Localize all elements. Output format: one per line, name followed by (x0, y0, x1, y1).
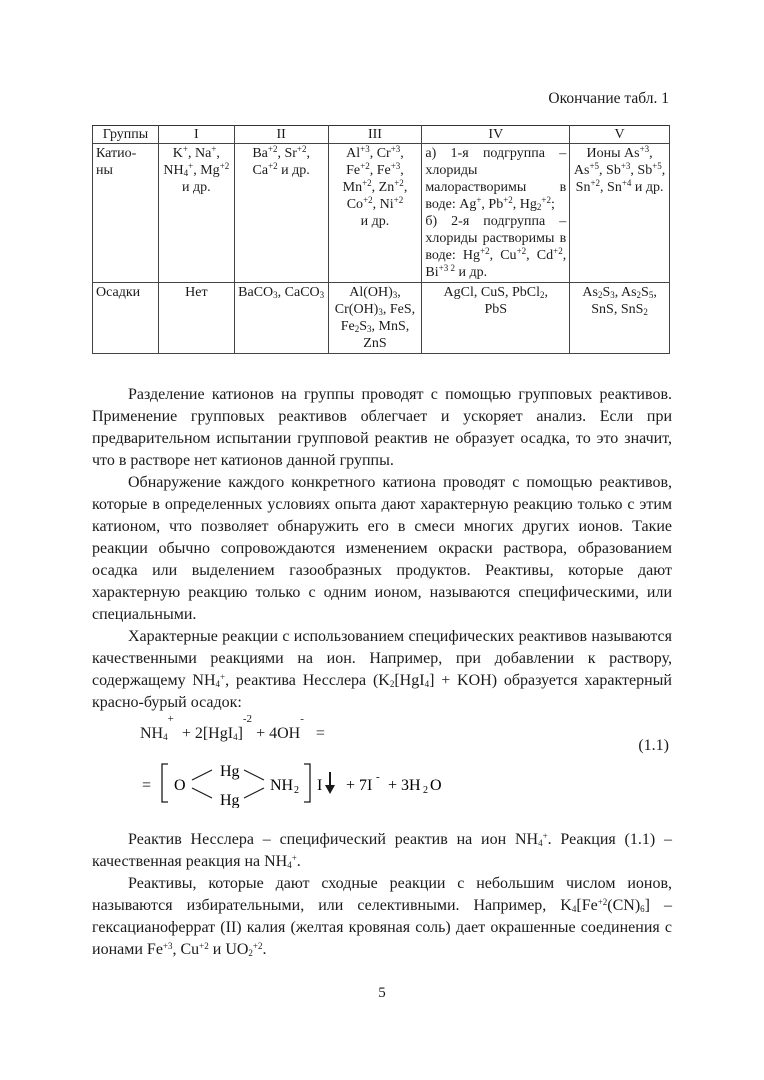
svg-text:+ 7I: + 7I (346, 777, 373, 794)
svg-text:=: = (142, 777, 152, 794)
table-header-row (93, 126, 670, 144)
sediments-group-4: AgCl, CuS, PbCl$_2$, PbS (422, 283, 570, 354)
svg-text:O: O (430, 777, 442, 794)
sediments-group-5: $As_2S_3$, $As_2S_5$, SnS, SnS$_2$ (570, 283, 670, 354)
body-text (92, 384, 672, 714)
header-groups: Группы (93, 126, 159, 144)
sediments-group-3: $Al(OH)_3$, $Cr(OH)_3$, FeS, $Fe_2S_3$, MnS, ZnS (328, 283, 422, 354)
table-row-sediments (93, 283, 670, 354)
paragraph: Реактив Несслера – специфический реактив на ион $NH_4^+$. Реакция (1.1) – качественная реакция на $NH_4^+$. (92, 831, 673, 870)
cations-group-3: $Al^{+3}$, $Cr^{+3}$, $Fe^{+2}$, $Fe^{+3}$, $Mn^{+2}$, $Zn^{+2}$, $Co^{+2}$, $Ni^{+2}$ и др. (328, 144, 422, 283)
paragraph: Разделение катионов на группы проводят с помощью групповых реактивов. Применение групповых реактивов облегчает и ускоряет анализ. Если при предварительном испытании групповой реактив не образует осадка, то это значит, что в растворе нет катионов данной группы. (92, 386, 672, 469)
svg-text:-: - (376, 771, 380, 783)
paragraph: Обнаружение каждого конкретного катиона проводят с помощью реактивов, которые в определенных условиях опыта дают характерную реакцию только с этим катионом, что позволяет обнаружить его в смеси многих других ионов. Такие реакции обычно сопровождаются изменением окраски раствора, образованием осадка или выделением газообразных продуктов. Реактивы, которые дают характерную реакцию только с одним ионом, называются специфическими, или специальными. (92, 474, 672, 623)
cations-group-1: K+, Na+, $NH_4^+$, $Mg^{+2}$ и др. (158, 144, 234, 283)
svg-text:2: 2 (423, 785, 428, 796)
paragraph: Реактивы, которые дают сходные реакции с небольшим числом ионов, называются избирательными, или селективными. Например, $K_4[Fe^{+2}(CN)_6]$ – гексацианоферрат (II) калия (желтая кровяная соль) дает окрашенные соединения с ионами $Fe^{+3}$, $Cu^{+2}$ и $UO_2^{+2}$. (92, 875, 673, 958)
paragraph: Характерные реакции с использованием специфических реактивов называются качественными реакциями на ион. Например, при добавлении к раствору, содержащему $NH_4^+$, реактива Несслера $(K_2[HgI_4] + KOH)$ образуется характерный красно-бурый осадок: (92, 628, 672, 711)
table-caption: Окончание табл. 1 (548, 90, 669, 107)
header-group-3: III (328, 126, 422, 144)
sediments-group-2: BaCO$_3$, CaCO$_3$ (234, 283, 328, 354)
table-row-cations (93, 144, 670, 283)
svg-text:Hg: Hg (220, 763, 240, 780)
header-group-5: V (570, 126, 670, 144)
row-label-sediments: Осадки (93, 283, 159, 354)
header-group-2: II (234, 126, 328, 144)
cation-groups-table (92, 125, 670, 354)
cations-group-2: $Ba^{+2}$, $Sr^{+2}$, $Ca^{+2}$ и др. (234, 144, 328, 283)
body-text-lower (92, 829, 672, 961)
cations-group-4: а) 1-я подгруппа – хлориды малорастворимы в воде: Ag+, $Pb^{+2}$, $Hg_2^{+2}$; б) 2-я подгруппа – хлориды растворимы в воде: $Hg^{+2}$, $Cu^{+2}$, $Cd^{+2}$, $Bi^{+3 2}$ и др. (422, 144, 570, 283)
equation-line-2 (140, 758, 470, 808)
svg-text:I: I (317, 777, 323, 794)
cations-group-5: Ионы $As^{+3}$, $As^{+5}$, $Sb^{+3}$, $Sb^{+5}$, $Sn^{+2}$, $Sn^{+4}$ и др. (570, 144, 670, 283)
svg-text:NH: NH (270, 777, 294, 794)
equation-structure (140, 758, 470, 808)
svg-text:2: 2 (294, 785, 299, 796)
svg-text:O: O (174, 777, 186, 794)
equation-number: (1.1) (638, 737, 669, 754)
sediments-group-1: Нет (158, 283, 234, 354)
header-group-4: IV (422, 126, 570, 144)
header-group-1: I (158, 126, 234, 144)
svg-text:Hg: Hg (220, 792, 240, 808)
equation-line-1: $NH_4^+ + 2[HgI_4]^{-2} + 4OH^-$ = (140, 713, 325, 742)
page-number: 5 (378, 985, 386, 1001)
svg-text:+ 3H: + 3H (388, 777, 421, 794)
row-label-cations: Катио- ны (93, 144, 159, 283)
